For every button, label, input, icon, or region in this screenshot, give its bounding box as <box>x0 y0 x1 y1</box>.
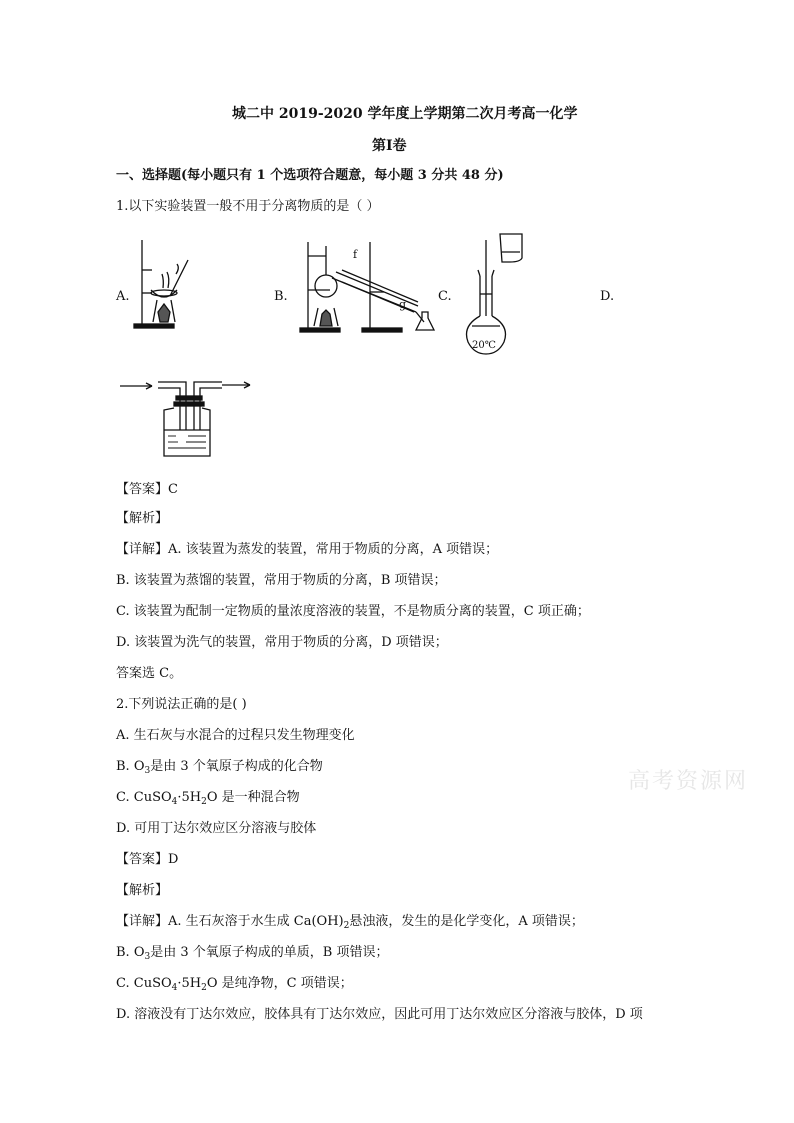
distillation-apparatus-figure <box>298 240 448 336</box>
detail-q2-a: 【详解】A. 生石灰溶于水生成 $Ca(OH)_2$悬浊液，发生的是化学变化，A 项错误； <box>116 914 584 931</box>
detail-q1-a: 【详解】A. 该装置为蒸发的装置，常用于物质的分离，A 项错误； <box>116 542 499 557</box>
question-2-stem: 2.下列说法正确的是( ) <box>116 697 247 712</box>
detail-q1-c: C. 该装置为配制一定物质的量浓度溶液的装置，不是物质分离的装置，C 项正确； <box>116 604 590 619</box>
option-a-label: A. <box>116 289 130 304</box>
q2-option-c: C. $CuSO_4\cdot 5H_2O$ 是一种混合物 <box>116 790 300 807</box>
volumetric-flask-figure <box>462 230 532 360</box>
detail-q1-d: D. 该装置为洗气的装置，常用于物质的分离，D 项错误； <box>116 635 448 650</box>
volume-label: 第Ⅰ卷 <box>372 138 407 154</box>
figure-c-temperature: 20℃ <box>472 340 496 351</box>
answer-label-2: 【答案】D <box>116 852 179 867</box>
figure-b-label-g: g <box>399 298 407 311</box>
analysis-label-1: 【解析】 <box>116 511 169 526</box>
figure-b-label-f: f <box>353 248 358 261</box>
question-1-stem: 1.以下实验装置一般不用于分离物质的是（ ） <box>116 199 380 214</box>
q2-option-a: A. 生石灰与水混合的过程只发生物理变化 <box>116 728 355 743</box>
section-heading: 一、选择题(每小题只有 1 个选项符合题意，每小题 3 分共 48 分) <box>116 168 504 183</box>
detail-q2-b: B. $O_3$是由 3 个氧原子构成的单质，B 项错误； <box>116 945 389 962</box>
evaporation-apparatus-figure <box>130 238 200 330</box>
option-c-label: C. <box>438 289 452 304</box>
q2-option-d: D. 可用丁达尔效应区分溶液与胶体 <box>116 821 317 836</box>
conclusion-q1: 答案选 C。 <box>116 666 183 681</box>
option-b-label: B. <box>274 289 288 304</box>
option-d-label: D. <box>600 289 615 304</box>
q2-option-b: B. $O_3$是由 3 个氧原子构成的化合物 <box>116 759 323 776</box>
gas-washing-bottle-figure <box>118 374 258 460</box>
detail-q1-b: B. 该装置为蒸馏的装置，常用于物质的分离，B 项错误； <box>116 573 447 588</box>
analysis-label-2: 【解析】 <box>116 883 169 898</box>
watermark: 高考资源网 <box>628 769 749 794</box>
detail-q2-c: C. $CuSO_4\cdot 5H_2O$ 是纯净物，C 项错误； <box>116 976 353 993</box>
answer-label-1: 【答案】C <box>116 482 178 497</box>
detail-q2-d: D. 溶液没有丁达尔效应，胶体具有丁达尔效应，因此可用丁达尔效应区分溶液与胶体，D 项 <box>116 1007 643 1022</box>
page-title: 城二中 2019-2020 学年度上学期第二次月考高一化学 <box>232 106 578 122</box>
